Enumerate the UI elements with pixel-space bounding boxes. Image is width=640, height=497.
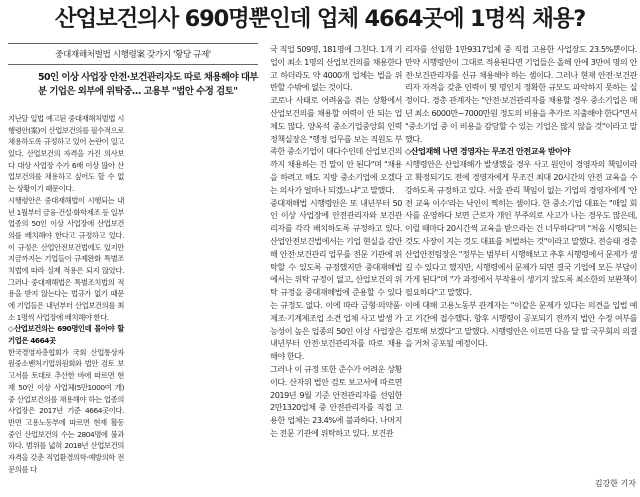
body-column-1 xyxy=(8,113,124,475)
body-paragraph: 리자를 선임한 1만9317업체 중 직접 고용한 사업장도 23.5%뿐이다. 만약 시행령안이 그대로 적용된다면 기업들은 올해 안에 3만여 명의 안전·보건관리자를 신규 채용해야 하는 셈이다. 그러나 현재 안전·보건관리자 자격을 갖춘 인력이 몇 명인지 정확한 규모도 파악하지 못하는 실정이다. 경총 관계자는 "안전·보건관리자를 채용할 경우 중소기업은 매년 최소 6000만~7000만원 정도의 비용을 추가로 지출해야 한다"면서 "중소기업 중 이 비용을 감당할 수 있는 기업은 많지 않을 것"이라고 말했다. xyxy=(405,44,637,144)
body-paragraph: 국 직업 509명, 181명에 그친다. 1개 기업이 최소 1명의 산업보건의를 채용한다고 하더라도 약 4000개 업체는 법을 위반할 수밖에 없는 것이다. 코로나 사태로 어려움을 겪는 상황에서 산업보건의를 채용할 여력이 안 되는 업체도 많다. 양옥석 중소기업중앙회 인력정책실장은 "행정 업무를 보는 직원도 부족한 중소기업이 대다수인데 산업보건의까지 채용하는 건 말이 안 된다"며 "채용을 하려고 해도 지방 중소기업에 오겠다는 의사가 얼마나 되겠느냐"고 말했다. 중대재해법 시행령안은 또 내년부터 50인 이상 사업장에 안전관리자와 보건관리자를 각각 배치하도록 규정하고 있다. 산업안전보건법에서는 기업 현실을 감안해 안전·보건관리 업무를 전문 기관에 위탁할 수 있도록 규정했지만 중대재해법에서는 위탁 규정이 없고, 산업보건의 위탁 규정을 중대재해법에 준용할 수 있다는 규정도 없다. 이에 따라 금형·의약품·제조·기계제조업 소견 업체 사고 발생 가능성이 높은 업종의 50인 이상 사업장은 내년부터 안전·보건관리자를 따로 채용해야 한다. 그러나 이 규정 또한 준수가 어려운 상황이다. 산자위 법안 검토 보고서에 따르면 2019년 9월 기준 안전관리자를 선임한 2만1320업체 중 안전관리자를 직접 고용한 업체는 23.4%에 불과하다. 나머지는 전문 기관에 위탁하고 있다. 보건관 xyxy=(270,44,402,438)
body-column-3 xyxy=(405,43,637,350)
section-subtitle: ◇산업보건의는 690명인데 몰아야 할 기업은 4664곳 xyxy=(8,324,124,346)
body-paragraph: 시행령안은 산업재해가 발생했을 경우 사고 원인이 경영자의 책임이라고 확정되기도 전에 경영자에게 무조건 최대 20시간의 안전 교육을 수강하도록 규정하고 있다. 서울 관리 책임이 없는 기업의 경영자에게 '안전 교육 이수'라는 낙인이 찍히는 셈이다. 한 중소기업 대표는 "매일 회사를 운영하다 보면 근로자 개인 부주의로 사고가 나는 경우도 많은데, 이럴 때마다 20시간씩 교육을 받으라는 건 너무하다"며 "처음 시행되는 것도 사장이 지는 것도 대표를 처벌하는 것"이라고 말했다. 전승태 경총 산업안전팀장은 "정부는 범부터 시행해보고 추후 시행령에서 문제가 생길 수 있다고 했지만, 시행령에서 문제가 되면 결국 기업에 모든 부담이 가게 된다"며 "가 과정에서 부작용이 생기지 않도록 최소한의 보완책이 필요하다"고 말했다. xyxy=(405,159,637,298)
body-paragraph: 시행령안은 중대재해법이 시행되는 내년 1월부터 금융·건설·화학제조 등 일부 업종의 50인 이상 사업장에 산업보건의를 배치해야 한다고 규정하고 있다. 이 규정은 산업안전보건법에도 있지만 지금까지는 기업들이 규제완화 특별조치법에 따라 실제 적용은 되지 않았다. 그러나 중대재해법은 특별조치법의 적용을 받지 않는다는 법규가 없기 때문에 기업들은 내년부터 산업보건의를 최소 1명씩 사업장에 배치해야 한다. xyxy=(8,195,124,322)
body-paragraph: 한국경영자총협회가 국회 산업통상자원중소벤처기업위원회와 법안 검토 보고서를 토대로 추산한 바에 따르면 현재 50인 이상 사업체(5만1000여 개) 중 산업보건의를 채용해야 하는 업종의 사업장은 2017년 기준 4664곳이다. 반면 고용노동부에 따르면 현재 활동 중인 산업보건의 수는 2804명에 불과하다. 범위를 넓혀 2018년 산업보건의 자격을 갖춘 직업환경의학·예방의학 전문의를 다 xyxy=(8,347,124,474)
article-deck xyxy=(8,43,258,99)
subhead-line-1: 50인 이상 사업장 안전·보건관리자도 따로 채용해야 xyxy=(38,72,239,83)
body-paragraph: 지난달 입법 예고된 중대재해처벌법 시행령안(案)이 산업보건의를 필수적으로 채용하도록 규정하고 있어 논란이 일고 있다. 산업보건의 자격을 가진 의사보다 대상 사업장 수가 6배 이상 많아 산업보건의를 채용하고 싶어도 할 수 없는 상황이기 때문이다. xyxy=(8,114,124,194)
article-byline: 김강한 기자 xyxy=(594,479,636,488)
body-paragraph: 이에 대해 고용노동부 관계자는 "이같은 문제가 있다는 의견을 입법 예고 기간에 접수했다. 향후 시행령이 공포되기 전까지 법안 수정 여부를 검토해 보겠다"고 말했다. 시행령안은 이르면 다음 달 말 국무회의 의결을 거쳐 공포될 예정이다. xyxy=(405,299,637,349)
body-column-2 xyxy=(270,43,402,440)
subhead-line-2: 대부분 기업은 외부에 위탁중… 고용부 "법안 수정 검토" xyxy=(38,72,258,97)
article-kicker: 중대재해처벌법 시행령案 갖가지 '황당 규제' xyxy=(8,43,258,65)
article-headline: 산업보건의사 690명뿐인데 업체 4664곳에 1명씩 채용? xyxy=(54,6,586,32)
article-subhead xyxy=(8,71,258,99)
section-subtitle: ◇산업재해 나면 경영자는 무조건 안전교육 받아야 xyxy=(405,146,570,157)
